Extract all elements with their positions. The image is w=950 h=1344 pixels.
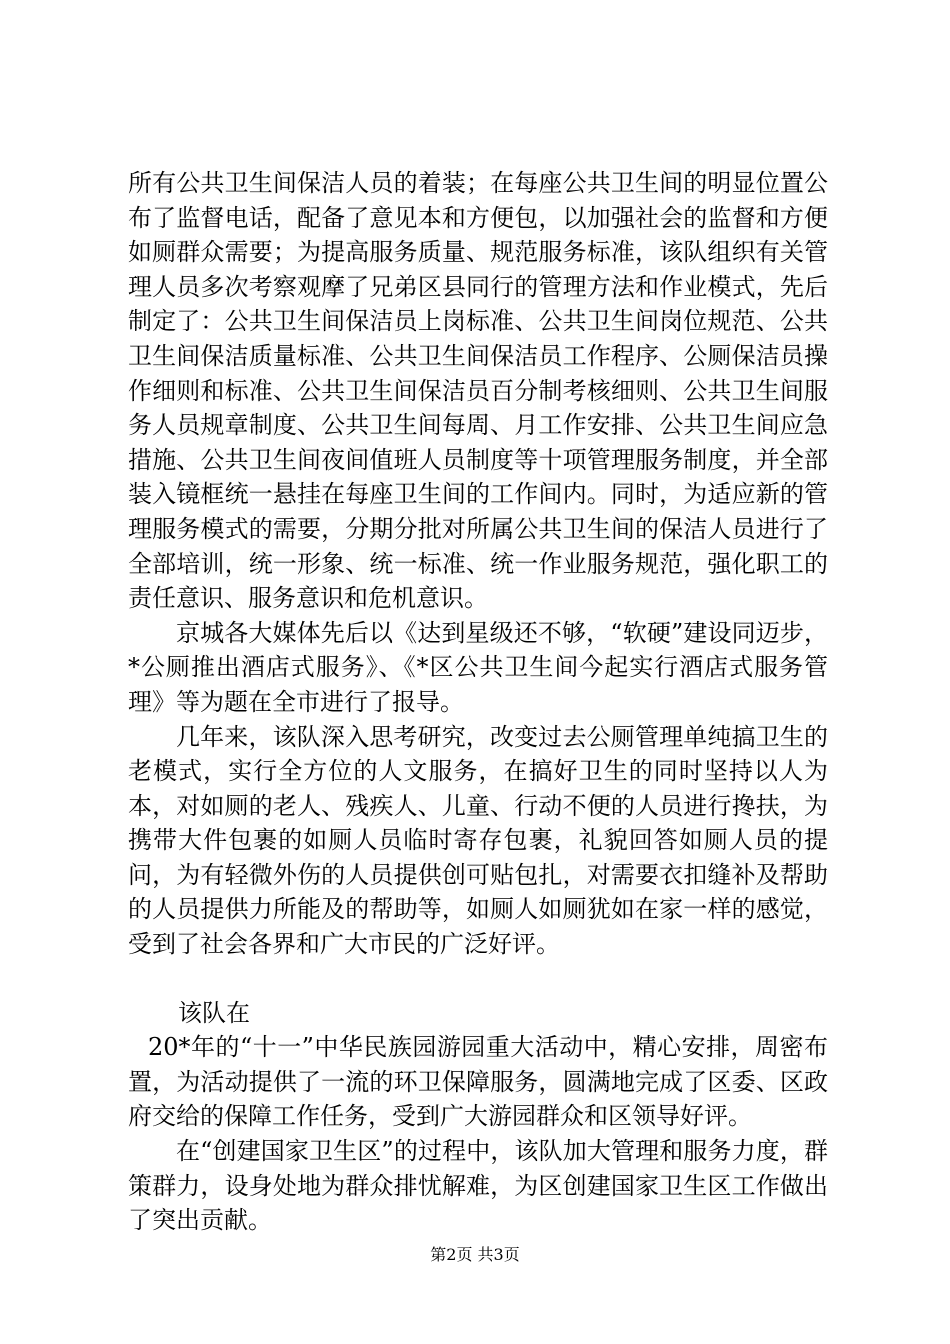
paragraph-staff-uniform-and-rules: 所有公共卫生间保洁人员的着装；在每座公共卫生间的明显位置公布了监督电话，配备了意见本和方便包，以加强社会的监督和方便如厕群众需要；为提高服务质量、规范服务标准，该队组织有关管理人员多次考察观摩了兄弟区县同行的管理方法和作业模式，先后制定了：公共卫生间保洁员上岗标准、公共卫生间岗位规范、公共卫生间保洁质量标准、公共卫生间保洁员工作程序、公厕保洁员操作细则和标准、公共卫生间保洁员百分制考核细则、公共卫生间服务人员规章制度、公共卫生间每周、月工作安排、公共卫生间应急措施、公共卫生间夜间值班人员制度等十项管理服务制度，并全部装入镜框统一悬挂在每座卫生间的工作间内。同时，为适应新的管理服务模式的需要，分期分批对所属公共卫生间的保洁人员进行了全部培训，统一形象、统一标准、统一作业服务规范，强化职工的责任意识、服务意识和危机意识。 (128, 169, 828, 613)
page-number-label: 第2页 共3页 (430, 1245, 520, 1264)
paragraph-national-health-district: 在“创建国家卫生区”的过程中，该队加大管理和服务力度，群策群力，设身处地为群众排忧解难，为区创建国家卫生区工作做出了突出贡献。 (128, 1137, 828, 1235)
paragraph-humanistic-service: 几年来，该队深入思考研究，改变过去公厕管理单纯搞卫生的老模式，实行全方位的人文服务，在搞好卫生的同时坚持以人为本，对如厕的老人、残疾人、儿童、行动不便的人员进行搀扶，为携带大件包裹的如厕人员临时寄存包裹，礼貌回答如厕人员的提问，为有轻微外伤的人员提供创可贴包扎，对需要衣扣缝补及帮助的人员提供力所能及的帮助等，如厕人如厕犹如在家一样的感觉，受到了社会各界和广大市民的广泛好评。 (128, 722, 828, 959)
paragraph-lead-fragment: 该队在 (178, 998, 250, 1027)
page-footer (0, 1244, 950, 1266)
document-body (128, 166, 828, 1238)
paragraph-national-day-event: 20*年的“十一”中华民族园游园重大活动中，精心安排，周密布置，为活动提供了一流的环卫保障服务，圆满地完成了区委、区政府交给的保障工作任务，受到广大游园群众和区领导好评。 (128, 1033, 828, 1131)
paragraph-media-reports: 京城各大媒体先后以《达到星级还不够，“软硬”建设同迈步，*公厕推出酒店式服务》、《*区公共卫生间今起实行酒店式服务管理》等为题在全市进行了报导。 (128, 618, 828, 716)
paragraph-gap (128, 962, 828, 996)
